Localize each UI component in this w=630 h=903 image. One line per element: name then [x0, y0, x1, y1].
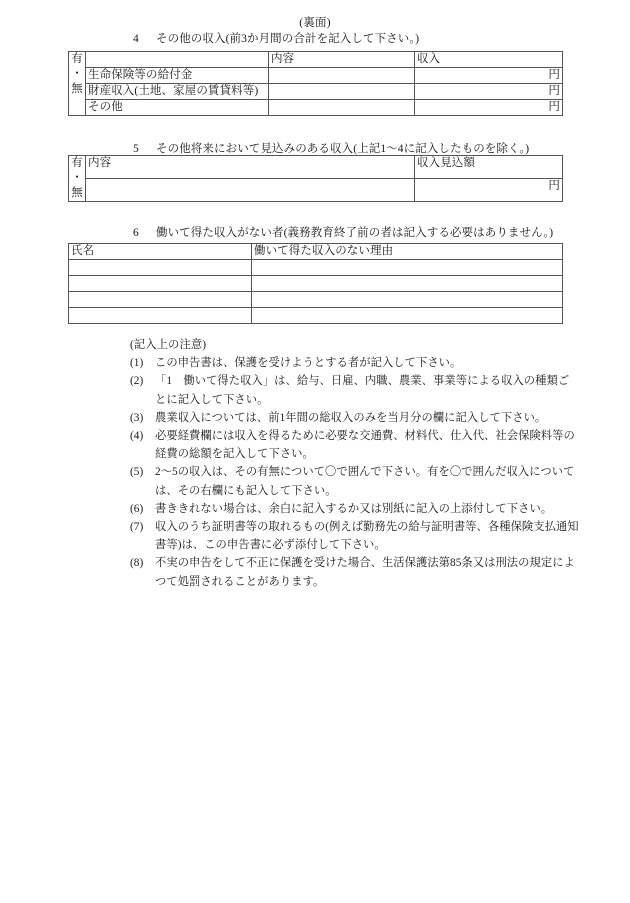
note-item-2	[130, 372, 580, 408]
header-reason: 働いて得た収入のない理由	[252, 244, 563, 260]
input-content-other[interactable]	[269, 100, 415, 116]
arimu-yes[interactable]: 有	[71, 157, 83, 169]
note-item-7	[130, 518, 580, 554]
note-marker: (8)	[130, 557, 144, 570]
note-text: 不実の申告をして不正に保護を受けた場合、生活保護法第85条又は刑法の規定によつて処罰されることがあります。	[155, 557, 575, 588]
note-item-4	[130, 427, 580, 463]
input-content-future-income[interactable]	[86, 179, 415, 202]
section-heading-4	[133, 30, 419, 46]
table-other-income	[68, 51, 563, 116]
input-content-property-income[interactable]	[269, 84, 415, 100]
note-text: 必要経費欄には収入を得るために必要な交通費、材料代、仕入代、社会保険料等の経費の総額を記入して下さい。	[155, 430, 575, 461]
note-item-8	[130, 554, 580, 590]
table-future-income	[68, 155, 563, 202]
arimu-cell-future-income[interactable]	[69, 156, 86, 202]
table-row	[69, 308, 563, 324]
section-number-4: 4	[133, 33, 139, 45]
input-content-life-insurance[interactable]	[269, 68, 415, 84]
yen-unit: 円	[548, 180, 560, 192]
row-label-life-insurance: 生命保険等の給付金	[86, 68, 269, 84]
table-row	[69, 156, 563, 179]
row-label-other: その他	[86, 100, 269, 116]
table-row	[69, 84, 563, 100]
input-income-property-income[interactable]	[415, 84, 563, 100]
section-heading-5	[133, 140, 529, 156]
note-marker: (4)	[130, 430, 144, 443]
note-item-1	[130, 354, 580, 372]
arimu-no[interactable]: 無	[71, 187, 83, 199]
table-row	[69, 292, 563, 308]
note-item-6	[130, 500, 580, 518]
yen-unit: 円	[548, 69, 560, 81]
table-row	[69, 100, 563, 116]
note-text: この申告書は、保護を受けようとする者が記入して下さい。	[155, 357, 462, 370]
input-reason[interactable]	[252, 260, 563, 276]
section-title-5: その他将来において見込みのある収入(上記1〜4に記入したものを除く。)	[156, 143, 530, 155]
section-heading-6	[133, 224, 553, 240]
table-row	[69, 260, 563, 276]
note-marker: (3)	[130, 411, 144, 424]
arimu-cell-other-income[interactable]	[69, 52, 86, 116]
table-row	[69, 68, 563, 84]
notes-title: (記入上の注意)	[130, 339, 207, 351]
input-expected-income[interactable]	[415, 179, 563, 202]
table-row	[69, 276, 563, 292]
arimu-separator: ・	[71, 172, 83, 184]
note-marker: (6)	[130, 502, 144, 515]
note-text: 農業収入については、前1年間の総収入のみを当月分の欄に記入して下さい。	[155, 411, 547, 424]
input-name[interactable]	[69, 276, 252, 292]
note-text: 収入のうち証明書等の取れるもの(例えば勤務先の給与証明書等、各種保険支払通知書等)は、この申告書に必ず添付して下さい。	[155, 521, 579, 552]
input-income-other[interactable]	[415, 100, 563, 116]
table-row	[69, 244, 563, 260]
input-income-life-insurance[interactable]	[415, 68, 563, 84]
input-name[interactable]	[69, 292, 252, 308]
note-marker: (5)	[130, 466, 144, 479]
table-row	[69, 179, 563, 202]
table-row	[69, 52, 563, 68]
header-blank	[86, 52, 269, 68]
yen-unit: 円	[548, 101, 560, 113]
page-side-label: (裏面)	[299, 17, 331, 29]
input-reason[interactable]	[252, 292, 563, 308]
section-title-6: 働いて得た収入がない者(義務教育終了前の者は記入する必要はありません。)	[156, 227, 554, 239]
note-marker: (7)	[130, 521, 144, 534]
arimu-separator: ・	[71, 68, 83, 80]
header-name: 氏名	[69, 244, 252, 260]
row-label-property-income: 財産収入(土地、家屋の賃貸料等)	[86, 84, 269, 100]
input-reason[interactable]	[252, 308, 563, 324]
header-content: 内容	[269, 52, 415, 68]
section-title-4: その他の収入(前3か月間の合計を記入して下さい。)	[156, 33, 420, 45]
section-number-5: 5	[133, 143, 139, 155]
note-item-5	[130, 463, 580, 499]
note-marker: (2)	[130, 375, 144, 388]
input-name[interactable]	[69, 260, 252, 276]
table-no-income	[68, 243, 563, 324]
header-expected-income: 収入見込額	[415, 156, 563, 179]
note-item-3	[130, 409, 580, 427]
header-income: 収入	[415, 52, 563, 68]
arimu-yes[interactable]: 有	[71, 53, 83, 65]
header-content: 内容	[86, 156, 415, 179]
yen-unit: 円	[548, 85, 560, 97]
input-name[interactable]	[69, 308, 252, 324]
note-marker: (1)	[130, 357, 144, 370]
note-text: 2〜5の収入は、その有無について〇で囲んで下さい。有を〇で囲んだ収入については、その右欄にも記入して下さい。	[155, 466, 575, 497]
section-number-6: 6	[133, 227, 139, 239]
note-text: 書ききれない場合は、余白に記入するか又は別紙に記入の上添付して下さい。	[155, 502, 553, 515]
arimu-no[interactable]: 無	[71, 83, 83, 95]
input-reason[interactable]	[252, 276, 563, 292]
note-text: 「1 働いて得た収入」は、給与、日雇、内職、農業、事業等による収入の種類ごとに記入して下さい。	[155, 375, 570, 406]
notes-section	[130, 336, 580, 591]
